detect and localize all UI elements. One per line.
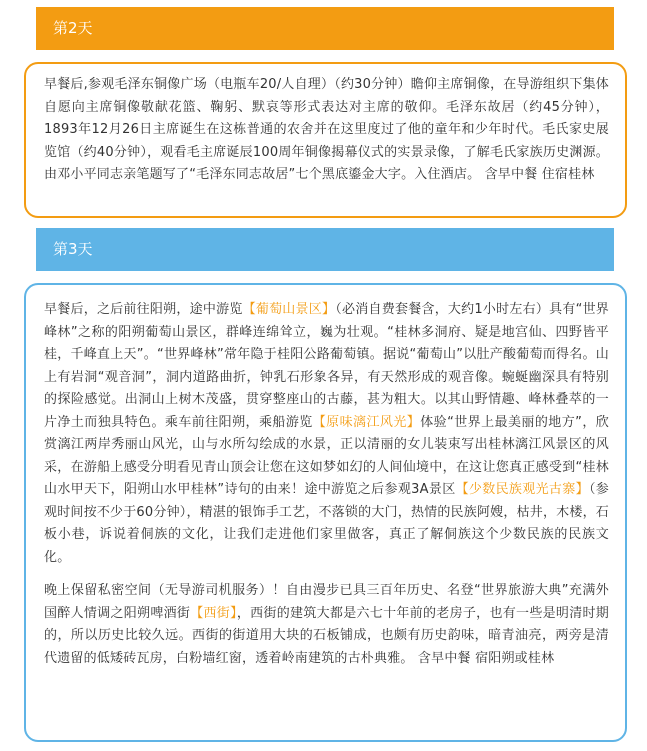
day3-p2-text-a: 晚上保留私密空间（无导游司机服务）！自由漫步已具三百年历史、名登“世界旅游大典”充满外国醉人情调之阳朔啤酒街	[44, 583, 609, 621]
day3-p1-text-a: 早餐后，之后前往阳朔，途中游览	[44, 302, 243, 317]
west-street-highlight: 【西街】	[190, 605, 237, 621]
ethnic-village-highlight: 【少数民族观光古寨】	[455, 482, 589, 497]
li-river-highlight: 【原味漓江风光】	[312, 414, 421, 430]
day2-itinerary-box	[24, 62, 627, 218]
day2-header	[36, 7, 614, 50]
day3-paragraph-2	[44, 580, 609, 670]
day3-p1-text-b: （必消自费套餐含，大约1小时左右）具有“世界峰林”之称的阳朔葡萄山景区，群峰连绵耸立，巍为壮观。“桂林多洞府、疑是地宫仙、四野皆平桂，千峰直上天”。“世界峰林”常年隐于桂阳公路葡萄镇。据说“葡萄山”以肚产酸葡萄而得名。山上有岩洞“观音洞”，洞内道路曲折，钟乳石形象各异，有天然形成的观音像。蜿蜒幽深具有特别的探险感觉。出洞山上树木茂盛，贯穿整座山的古藤，甚为粗大。以其山野情趣、峰林叠萃的一片净土而独具特色。乘车前往阳朔，乘船游览	[44, 302, 610, 430]
day3-title: 第3天	[53, 240, 93, 258]
day3-itinerary-box	[24, 283, 627, 742]
day3-p1-text-d: （参观时间按不少于60分钟），精湛的银饰手工艺，不落锁的大门，热情的民族阿嫂，枯井，木楼，石板小巷，诉说着侗族的文化，让我们走进他们家里做客，真正了解侗族这个少数民族的民族文化。	[44, 482, 609, 565]
day3-p1-text-c: 体验“世界上最美丽的地方”，欣赏漓江两岸秀丽山风光，山与水所勾绘成的水景，正以清丽的女儿装束写出桂林漓江风景区的风采，在游船上感受分明看见青山顶会让您在这如梦如幻的人间仙境中，在这让您真正感受到“桂林山水甲天下，阳朔山水甲桂林”诗句的由来！途中游览之后参观3A景区	[44, 414, 609, 497]
day3-header	[36, 228, 614, 271]
day3-paragraph-1	[44, 299, 609, 569]
day3-p2-text-b: ，西街的建筑大都是六七十年前的老房子，也有一些是明清时期的，所以历史比较久远。西街的街道用大块的石板铺成，也颇有历史韵味，暗青油亮，两旁是清代遗留的低矮砖瓦房，白粉墙红窗，透着岭南建筑的古朴典雅。 含早中餐 宿阳朔或桂林	[44, 605, 609, 666]
day2-description: 早餐后,参观毛泽东铜像广场（电瓶车20/人自理）（约30分钟）瞻仰主席铜像，在导游组织下集体自愿向主席铜像敬献花篮、鞠躬、默哀等形式表达对主席的敬仰。毛泽东故居（约45分钟），1893年12月26日主席诞生在这栋普通的农舍并在这里度过了他的童年和少年时代。毛氏家史展览馆（约40分钟），观看毛主席诞辰100周年铜像揭幕仪式的实景录像，了解毛氏家族历史渊源。由邓小平同志亲笔题写了“毛泽东同志故居”七个黑底鎏金大字。入住酒店。 含早中餐 住宿桂林	[44, 77, 609, 182]
day2-title: 第2天	[53, 19, 93, 37]
grape-mountain-highlight: 【葡萄山景区】	[242, 302, 336, 317]
